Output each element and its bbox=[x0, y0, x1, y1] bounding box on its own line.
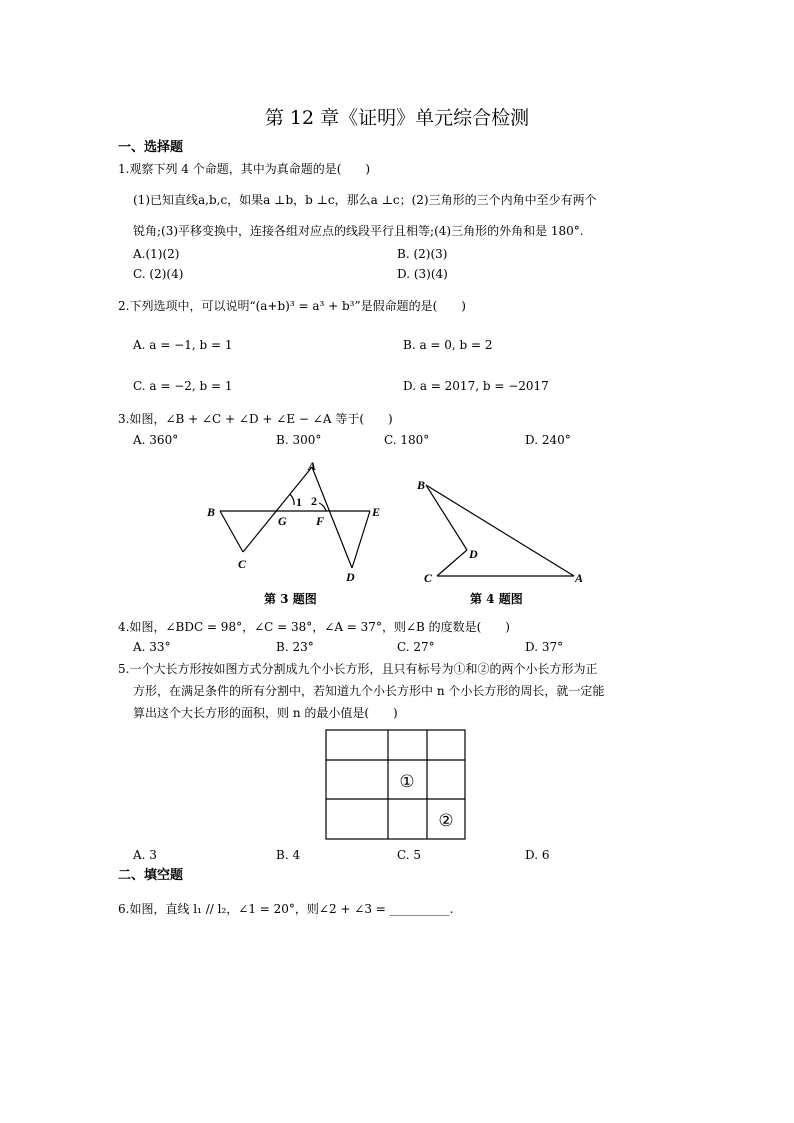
fig3-label-f: F bbox=[316, 514, 325, 528]
angle-1-arc bbox=[290, 494, 294, 505]
q1-option-d: D. (3)(4) bbox=[397, 267, 448, 281]
q2-option-b: B. a = 0, b = 2 bbox=[403, 338, 493, 352]
q5-line2: 方形，在满足条件的所有分割中，若知道九个小长方形中 n 个小长方形的周长，就一定能 bbox=[133, 684, 605, 698]
q5-option-a: A. 3 bbox=[133, 848, 157, 862]
q4-option-c: C. 27° bbox=[397, 640, 435, 654]
fig3-label-c: C bbox=[238, 557, 247, 571]
angle-2-arc bbox=[319, 503, 326, 511]
line-de bbox=[352, 511, 370, 568]
q4-stem: 4.如图，∠BDC = 98°，∠C = 38°，∠A = 37°，则∠B 的度数是( ) bbox=[118, 620, 510, 634]
line-dc bbox=[437, 550, 467, 576]
q5-option-c: C. 5 bbox=[397, 848, 422, 862]
fig3-angle-1: 1 bbox=[296, 495, 302, 509]
q1-option-a: A.(1)(2) bbox=[133, 247, 180, 261]
line-ba bbox=[426, 485, 574, 576]
line-bc bbox=[220, 511, 243, 552]
fig3-label-b: B bbox=[207, 505, 216, 519]
q2-stem: 2.下列选项中，可以说明“(a+b)³ = a³ + b³”是假命题的是( ) bbox=[118, 299, 466, 313]
section-choice: 一、选择题 bbox=[118, 140, 184, 155]
q2-option-d: D. a = 2017, b = −2017 bbox=[403, 379, 549, 393]
fig3-label-a: A bbox=[308, 459, 317, 473]
line-ca bbox=[243, 467, 312, 552]
fig3-label-e: E bbox=[372, 505, 381, 519]
grid-label-1: ① bbox=[399, 772, 415, 791]
fig3-label-d: D bbox=[346, 570, 355, 584]
fig4-label-c: C bbox=[424, 571, 433, 585]
fig4-label-b: B bbox=[417, 478, 426, 492]
q3-option-c: C. 180° bbox=[384, 433, 430, 447]
figure-5-grid bbox=[325, 729, 467, 841]
q1-line2: 锐角;(3)平移变换中，连接各组对应点的线段平行且相等;(4)三角形的外角和是 180°. bbox=[133, 224, 584, 238]
q2-option-a: A. a = −1, b = 1 bbox=[133, 338, 233, 352]
line-bd bbox=[426, 485, 467, 550]
grid-label-2: ② bbox=[438, 811, 454, 830]
page-title: 第 12 章《证明》单元综合检测 bbox=[264, 107, 530, 129]
q1-option-c: C. (2)(4) bbox=[133, 267, 184, 281]
fig4-label-a: A bbox=[575, 571, 584, 585]
q5-line3: 算出这个大长方形的面积，则 n 的最小值是( ) bbox=[133, 706, 398, 720]
fig3-angle-2: 2 bbox=[311, 494, 317, 508]
q5-option-b: B. 4 bbox=[276, 848, 301, 862]
q4-option-d: D. 37° bbox=[525, 640, 564, 654]
q1-stem: 1.观察下列 4 个命题，其中为真命题的是( ) bbox=[118, 162, 371, 176]
section-fill: 二、填空题 bbox=[118, 868, 184, 883]
q4-option-a: A. 33° bbox=[133, 640, 171, 654]
figure-4-diagram bbox=[412, 472, 592, 592]
q4-option-b: B. 23° bbox=[276, 640, 314, 654]
fig4-label-d: D bbox=[469, 547, 478, 561]
fig3-label-g: G bbox=[278, 514, 287, 528]
q6-stem: 6.如图，直线 l₁ // l₂，∠1 = 20°，则∠2 + ∠3 = __________. bbox=[118, 902, 454, 916]
figure-3-diagram bbox=[195, 455, 395, 590]
q3-option-a: A. 360° bbox=[133, 433, 179, 447]
q1-option-b: B. (2)(3) bbox=[397, 247, 448, 261]
q5-option-d: D. 6 bbox=[525, 848, 550, 862]
q1-line1: (1)已知直线a,b,c，如果a ⊥b，b ⊥c，那么a ⊥c；(2)三角形的三个内角中至少有两个 bbox=[133, 193, 597, 207]
figure-3-caption: 第 3 题图 bbox=[264, 592, 317, 606]
q3-option-d: D. 240° bbox=[525, 433, 571, 447]
figure-4-caption: 第 4 题图 bbox=[470, 592, 523, 606]
q2-option-c: C. a = −2, b = 1 bbox=[133, 379, 233, 393]
q3-stem: 3.如图，∠B + ∠C + ∠D + ∠E − ∠A 等于( ) bbox=[118, 412, 393, 426]
q3-option-b: B. 300° bbox=[276, 433, 322, 447]
q5-line1: 5.一个大长方形按如图方式分割成九个小长方形，且只有标号为①和②的两个小长方形为正 bbox=[118, 662, 598, 676]
